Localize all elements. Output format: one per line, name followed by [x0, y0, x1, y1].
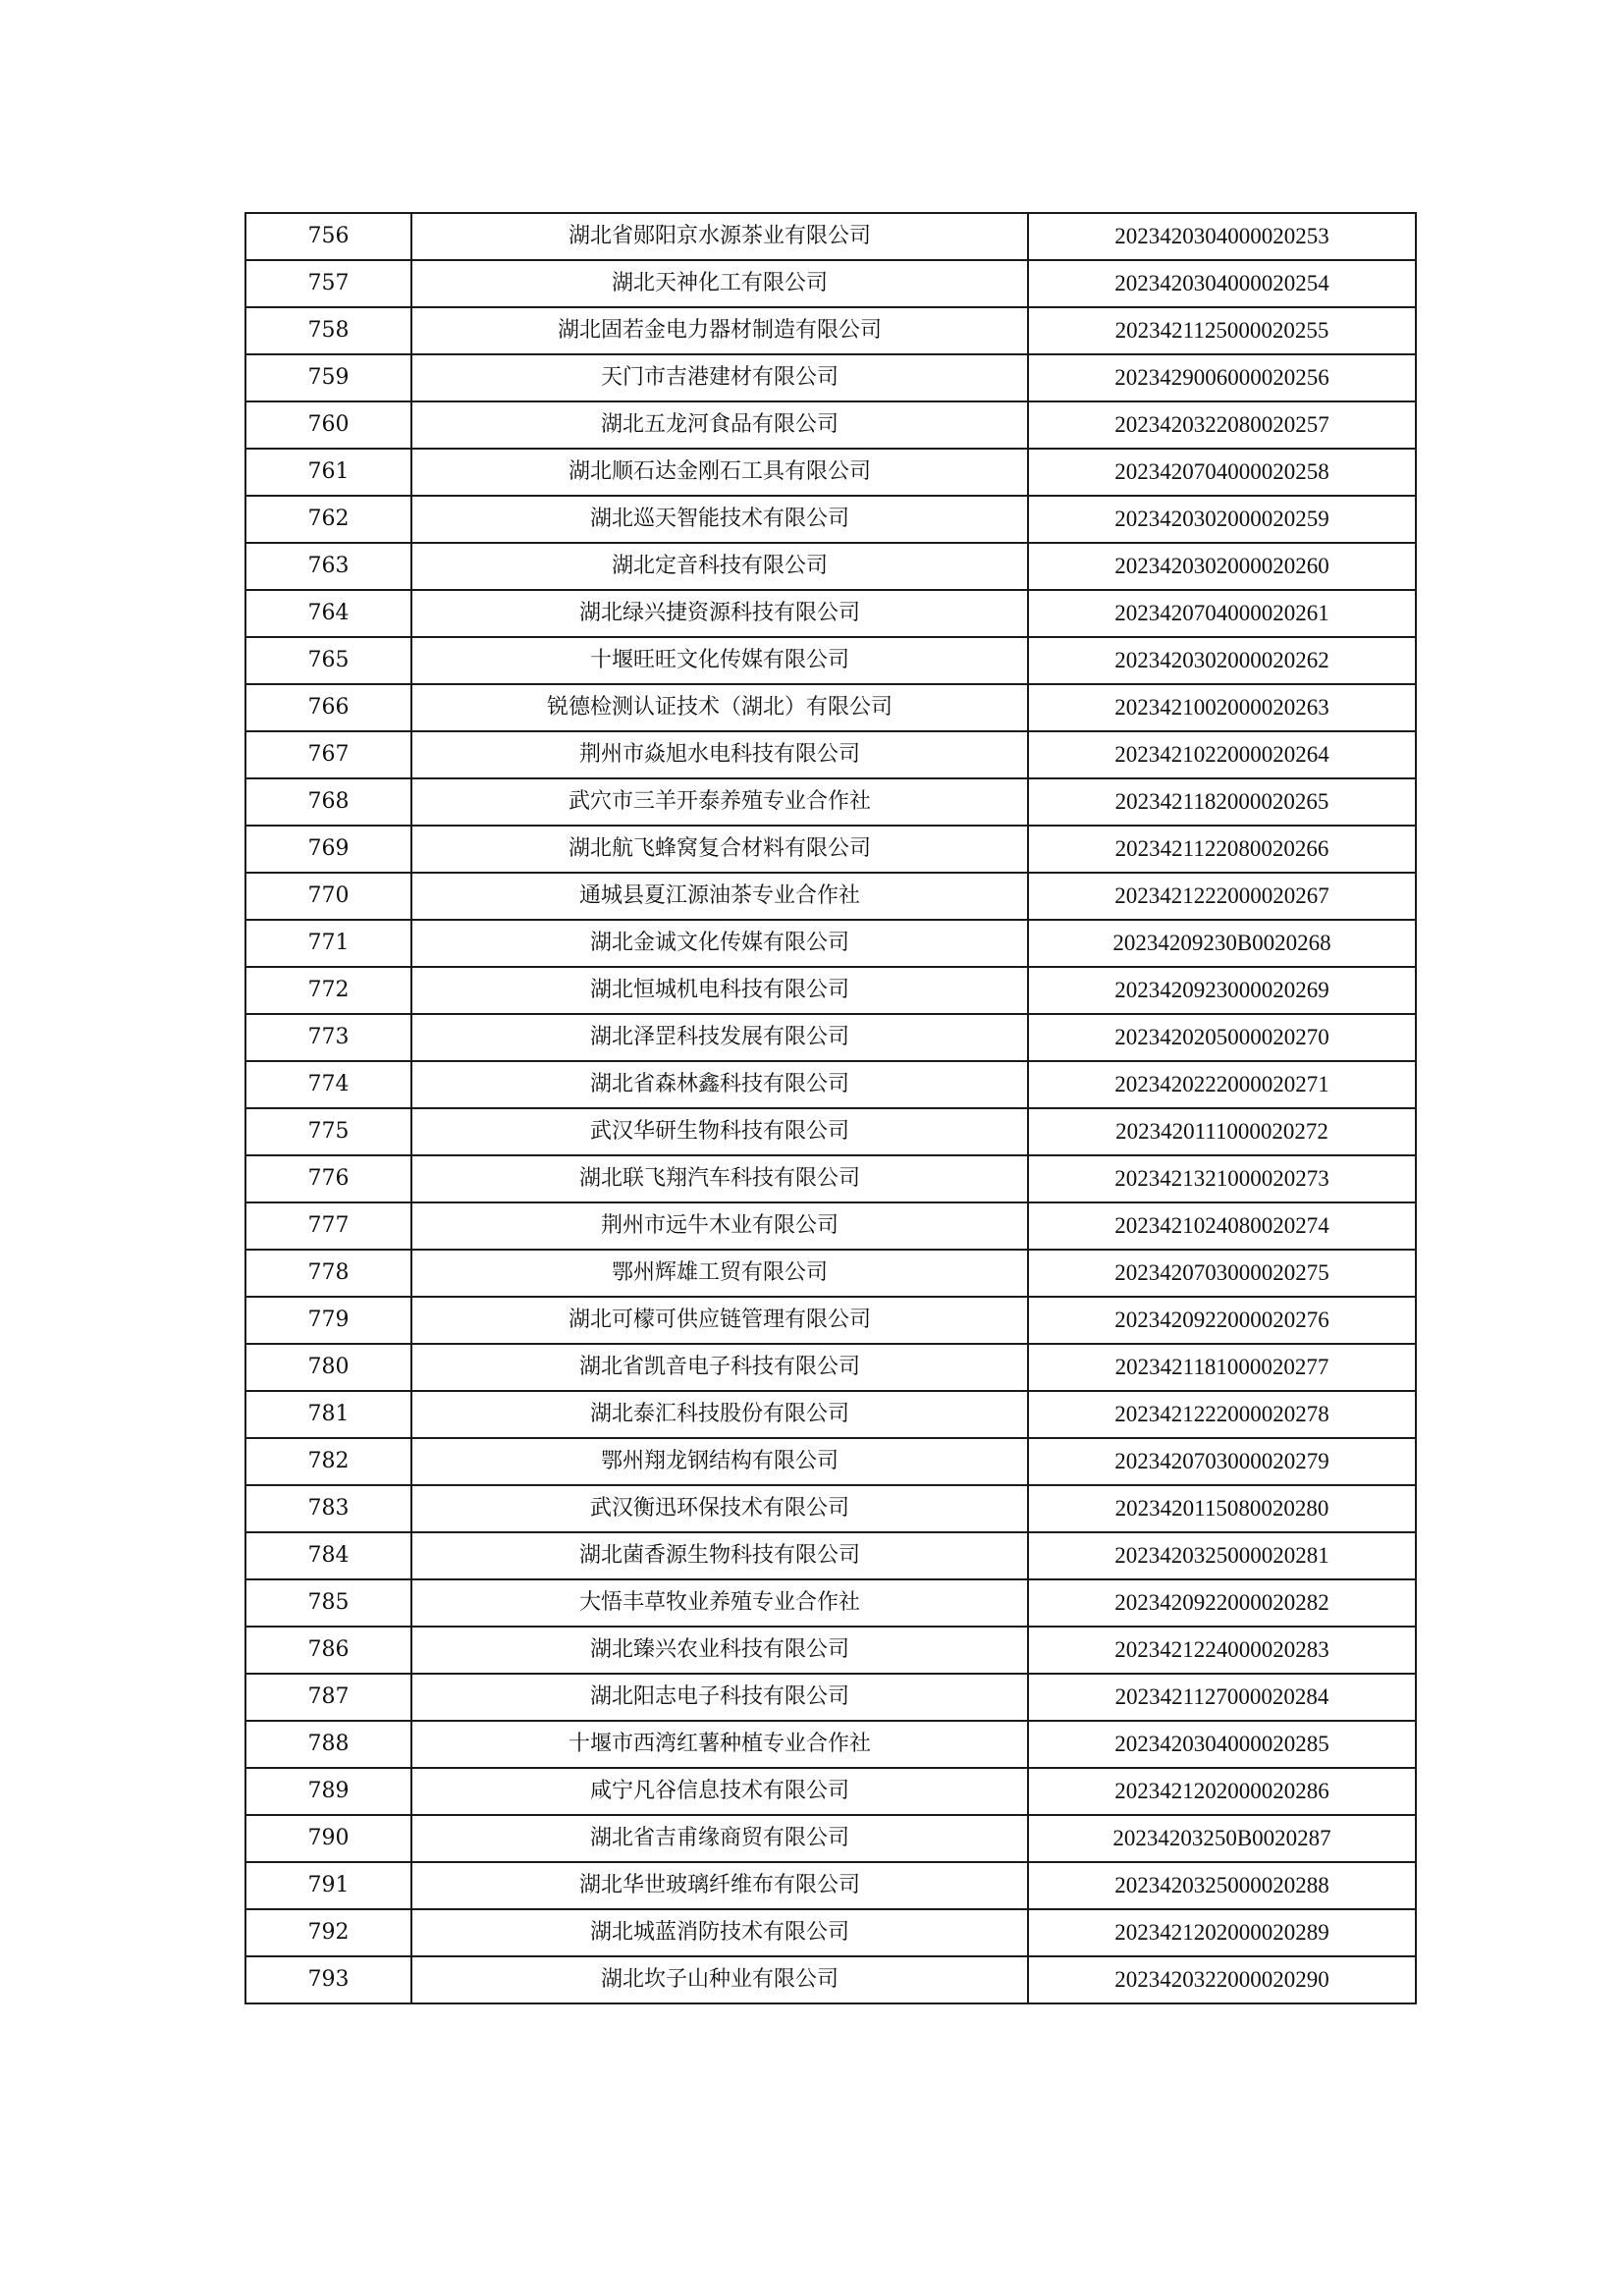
company-name-cell: 湖北菌香源生物科技有限公司 [411, 1532, 1028, 1579]
row-index-cell: 776 [245, 1155, 411, 1202]
company-name-cell: 湖北航飞蜂窝复合材料有限公司 [411, 826, 1028, 873]
company-name-cell: 湖北泰汇科技股份有限公司 [411, 1391, 1028, 1438]
company-name-cell: 湖北坎子山种业有限公司 [411, 1956, 1028, 2003]
table-row [245, 1344, 1416, 1391]
registration-code-cell: 2023420922000020276 [1028, 1297, 1416, 1344]
row-index-cell: 772 [245, 967, 411, 1014]
registration-code-cell: 20234209230B0020268 [1028, 920, 1416, 967]
row-index-cell: 770 [245, 873, 411, 920]
row-index-cell: 791 [245, 1862, 411, 1909]
registration-code-cell: 2023420304000020254 [1028, 260, 1416, 307]
table-row [245, 307, 1416, 354]
table-row [245, 1391, 1416, 1438]
company-name-cell: 湖北顺石达金刚石工具有限公司 [411, 449, 1028, 496]
table-row [245, 1721, 1416, 1768]
registration-code-cell: 20234203250B0020287 [1028, 1815, 1416, 1862]
row-index-cell: 763 [245, 543, 411, 590]
table-row [245, 967, 1416, 1014]
company-name-cell: 湖北臻兴农业科技有限公司 [411, 1627, 1028, 1674]
table-row [245, 1956, 1416, 2003]
table-row [245, 590, 1416, 637]
registration-code-cell: 2023429006000020256 [1028, 354, 1416, 401]
table-row [245, 1061, 1416, 1108]
row-index-cell: 777 [245, 1202, 411, 1250]
row-index-cell: 771 [245, 920, 411, 967]
company-name-cell: 天门市吉港建材有限公司 [411, 354, 1028, 401]
company-name-cell: 湖北五龙河食品有限公司 [411, 401, 1028, 449]
row-index-cell: 774 [245, 1061, 411, 1108]
table-row [245, 1202, 1416, 1250]
row-index-cell: 775 [245, 1108, 411, 1155]
registration-code-cell: 2023421122080020266 [1028, 826, 1416, 873]
registration-code-cell: 2023420703000020279 [1028, 1438, 1416, 1485]
company-name-cell: 大悟丰草牧业养殖专业合作社 [411, 1579, 1028, 1627]
table-row [245, 1155, 1416, 1202]
registration-code-cell: 2023421222000020267 [1028, 873, 1416, 920]
row-index-cell: 781 [245, 1391, 411, 1438]
row-index-cell: 782 [245, 1438, 411, 1485]
registration-code-cell: 2023420704000020258 [1028, 449, 1416, 496]
row-index-cell: 761 [245, 449, 411, 496]
table-row [245, 543, 1416, 590]
registration-code-cell: 2023420115080020280 [1028, 1485, 1416, 1532]
company-name-cell: 十堰市西湾红薯种植专业合作社 [411, 1721, 1028, 1768]
table-row [245, 684, 1416, 731]
table-row [245, 826, 1416, 873]
registration-code-cell: 2023420922000020282 [1028, 1579, 1416, 1627]
registration-code-cell: 2023420325000020281 [1028, 1532, 1416, 1579]
registration-code-cell: 2023420302000020262 [1028, 637, 1416, 684]
company-name-cell: 湖北可檬可供应链管理有限公司 [411, 1297, 1028, 1344]
registration-code-cell: 2023420222000020271 [1028, 1061, 1416, 1108]
row-index-cell: 779 [245, 1297, 411, 1344]
row-index-cell: 789 [245, 1768, 411, 1815]
row-index-cell: 767 [245, 731, 411, 778]
registration-code-cell: 2023420302000020259 [1028, 496, 1416, 543]
company-name-cell: 通城县夏江源油茶专业合作社 [411, 873, 1028, 920]
table-row [245, 731, 1416, 778]
row-index-cell: 757 [245, 260, 411, 307]
company-name-cell: 十堰旺旺文化传媒有限公司 [411, 637, 1028, 684]
registration-code-cell: 2023420325000020288 [1028, 1862, 1416, 1909]
table-row [245, 873, 1416, 920]
table-row [245, 213, 1416, 260]
table-row [245, 1438, 1416, 1485]
registration-code-cell: 2023420322080020257 [1028, 401, 1416, 449]
row-index-cell: 762 [245, 496, 411, 543]
row-index-cell: 780 [245, 1344, 411, 1391]
table-row [245, 401, 1416, 449]
table-row [245, 1485, 1416, 1532]
company-name-cell: 湖北泽罡科技发展有限公司 [411, 1014, 1028, 1061]
row-index-cell: 783 [245, 1485, 411, 1532]
company-name-cell: 湖北阳志电子科技有限公司 [411, 1674, 1028, 1721]
row-index-cell: 760 [245, 401, 411, 449]
company-name-cell: 湖北恒城机电科技有限公司 [411, 967, 1028, 1014]
company-name-cell: 湖北天神化工有限公司 [411, 260, 1028, 307]
table-row [245, 496, 1416, 543]
registration-code-cell: 2023421181000020277 [1028, 1344, 1416, 1391]
table-body [245, 213, 1416, 2003]
registration-code-cell: 2023420304000020253 [1028, 213, 1416, 260]
company-name-cell: 荆州市远牛木业有限公司 [411, 1202, 1028, 1250]
table-row [245, 1862, 1416, 1909]
row-index-cell: 790 [245, 1815, 411, 1862]
company-name-cell: 湖北省森林鑫科技有限公司 [411, 1061, 1028, 1108]
row-index-cell: 784 [245, 1532, 411, 1579]
row-index-cell: 787 [245, 1674, 411, 1721]
row-index-cell: 786 [245, 1627, 411, 1674]
registration-code-cell: 2023420923000020269 [1028, 967, 1416, 1014]
registration-code-cell: 2023421002000020263 [1028, 684, 1416, 731]
row-index-cell: 773 [245, 1014, 411, 1061]
table-row [245, 1297, 1416, 1344]
registration-code-cell: 2023421024080020274 [1028, 1202, 1416, 1250]
table-row [245, 1674, 1416, 1721]
table-row [245, 637, 1416, 684]
table-row [245, 1250, 1416, 1297]
table-row [245, 354, 1416, 401]
company-name-cell: 湖北城蓝消防技术有限公司 [411, 1909, 1028, 1956]
row-index-cell: 788 [245, 1721, 411, 1768]
registration-code-cell: 2023420322000020290 [1028, 1956, 1416, 2003]
company-name-cell: 湖北固若金电力器材制造有限公司 [411, 307, 1028, 354]
company-name-cell: 湖北华世玻璃纤维布有限公司 [411, 1862, 1028, 1909]
company-name-cell: 湖北省郧阳京水源茶业有限公司 [411, 213, 1028, 260]
company-name-cell: 锐德检测认证技术（湖北）有限公司 [411, 684, 1028, 731]
row-index-cell: 759 [245, 354, 411, 401]
table-row [245, 1108, 1416, 1155]
row-index-cell: 766 [245, 684, 411, 731]
company-name-cell: 鄂州辉雄工贸有限公司 [411, 1250, 1028, 1297]
table-row [245, 1014, 1416, 1061]
table-row [245, 449, 1416, 496]
company-name-cell: 湖北金诚文化传媒有限公司 [411, 920, 1028, 967]
row-index-cell: 768 [245, 778, 411, 826]
company-name-cell: 荆州市焱旭水电科技有限公司 [411, 731, 1028, 778]
row-index-cell: 792 [245, 1909, 411, 1956]
registration-code-cell: 2023420302000020260 [1028, 543, 1416, 590]
row-index-cell: 785 [245, 1579, 411, 1627]
registration-code-cell: 2023421222000020278 [1028, 1391, 1416, 1438]
registration-code-cell: 2023421224000020283 [1028, 1627, 1416, 1674]
row-index-cell: 764 [245, 590, 411, 637]
registration-code-cell: 2023421125000020255 [1028, 307, 1416, 354]
company-list-table [244, 212, 1417, 2004]
registration-code-cell: 2023420304000020285 [1028, 1721, 1416, 1768]
table-row [245, 1627, 1416, 1674]
company-name-cell: 湖北省凯音电子科技有限公司 [411, 1344, 1028, 1391]
table-row [245, 1815, 1416, 1862]
table-row [245, 1532, 1416, 1579]
company-name-cell: 鄂州翔龙钢结构有限公司 [411, 1438, 1028, 1485]
company-name-cell: 咸宁凡谷信息技术有限公司 [411, 1768, 1028, 1815]
row-index-cell: 758 [245, 307, 411, 354]
company-name-cell: 武汉衡迅环保技术有限公司 [411, 1485, 1028, 1532]
company-name-cell: 湖北巡天智能技术有限公司 [411, 496, 1028, 543]
row-index-cell: 765 [245, 637, 411, 684]
table-row [245, 920, 1416, 967]
company-name-cell: 湖北省吉甫缘商贸有限公司 [411, 1815, 1028, 1862]
company-name-cell: 湖北联飞翔汽车科技有限公司 [411, 1155, 1028, 1202]
row-index-cell: 778 [245, 1250, 411, 1297]
registration-code-cell: 2023420111000020272 [1028, 1108, 1416, 1155]
company-name-cell: 湖北定音科技有限公司 [411, 543, 1028, 590]
table-row [245, 1909, 1416, 1956]
registration-code-cell: 2023421321000020273 [1028, 1155, 1416, 1202]
table-row [245, 1579, 1416, 1627]
row-index-cell: 756 [245, 213, 411, 260]
table-row [245, 778, 1416, 826]
registration-code-cell: 2023421182000020265 [1028, 778, 1416, 826]
company-name-cell: 武汉华研生物科技有限公司 [411, 1108, 1028, 1155]
row-index-cell: 793 [245, 1956, 411, 2003]
company-name-cell: 武穴市三羊开泰养殖专业合作社 [411, 778, 1028, 826]
company-name-cell: 湖北绿兴捷资源科技有限公司 [411, 590, 1028, 637]
registration-code-cell: 2023421127000020284 [1028, 1674, 1416, 1721]
row-index-cell: 769 [245, 826, 411, 873]
registration-code-cell: 2023421202000020289 [1028, 1909, 1416, 1956]
registration-code-cell: 2023421202000020286 [1028, 1768, 1416, 1815]
registration-code-cell: 2023420205000020270 [1028, 1014, 1416, 1061]
registration-code-cell: 2023420704000020261 [1028, 590, 1416, 637]
table-row [245, 1768, 1416, 1815]
registration-code-cell: 2023421022000020264 [1028, 731, 1416, 778]
table-row [245, 260, 1416, 307]
registration-code-cell: 2023420703000020275 [1028, 1250, 1416, 1297]
